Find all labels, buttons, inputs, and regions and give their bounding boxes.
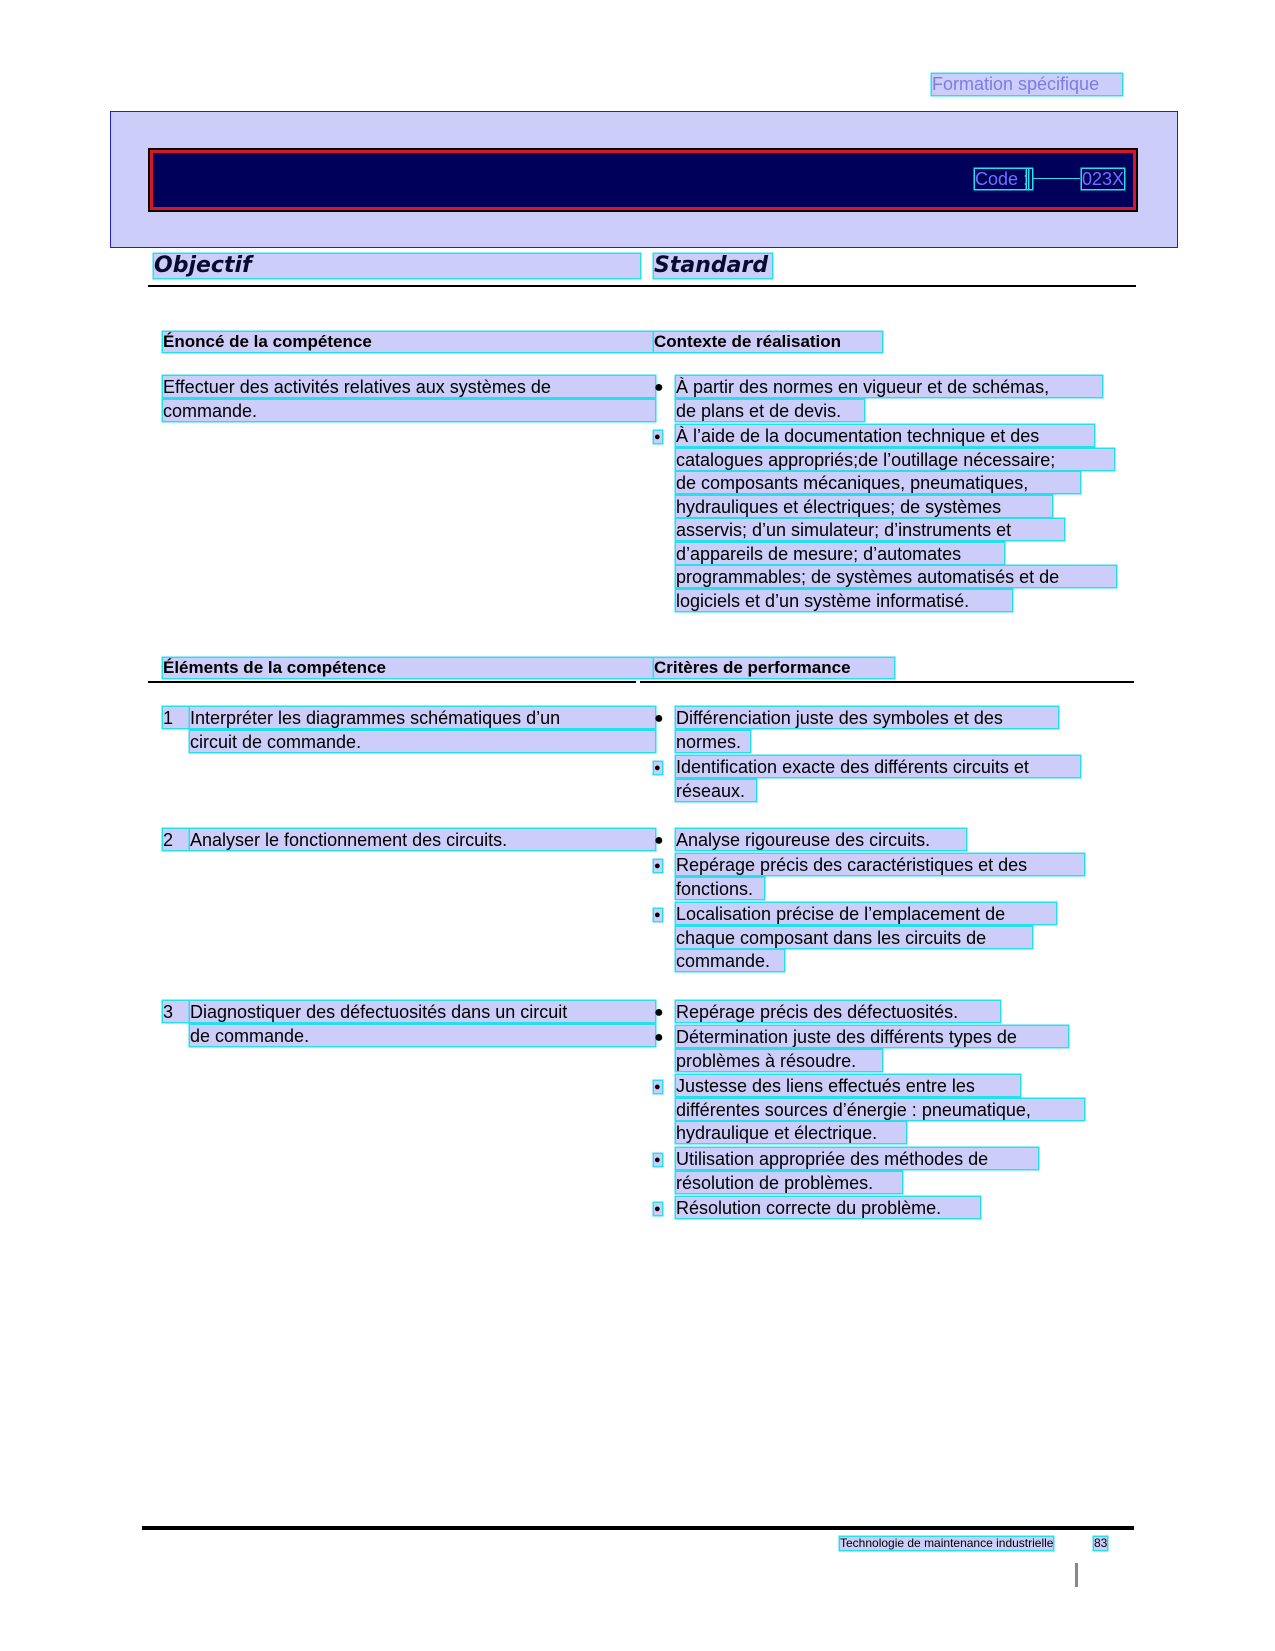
code-separator xyxy=(1027,169,1032,189)
text-line: circuit de commande. xyxy=(190,731,655,752)
bullet-icon: ● xyxy=(654,710,664,727)
title-bar xyxy=(150,150,1136,210)
contexte-heading: Contexte de réalisation xyxy=(654,332,882,352)
text-line: Analyse rigoureuse des circuits. xyxy=(676,829,966,850)
code-gap xyxy=(1032,178,1080,179)
criterion-item xyxy=(654,1148,1124,1195)
text-cursor xyxy=(1075,1563,1078,1587)
element-number: 2 xyxy=(163,829,189,850)
text-line: de commande. xyxy=(190,1025,655,1046)
criterion-item xyxy=(654,903,1124,974)
code-label: Code : xyxy=(975,169,1029,189)
column-title-objectif: Objectif xyxy=(154,254,640,278)
bullet-icon: ● xyxy=(654,1081,661,1093)
text-line: Détermination juste des différents types de xyxy=(676,1026,1068,1047)
criterion-item xyxy=(654,1026,1124,1073)
text-line: fonctions. xyxy=(676,878,764,899)
document-type-label: Formation spécifique xyxy=(932,74,1122,95)
text-line: catalogues appropriés;de l’outillage nécessaire; xyxy=(676,449,1114,470)
column-title-rule xyxy=(148,285,1136,287)
text-line: d’appareils de mesure; d’automates xyxy=(676,543,1004,564)
bullet-icon: ● xyxy=(654,762,661,774)
elements-heading: Éléments de la compétence xyxy=(163,658,655,678)
text-line: Repérage précis des défectuosités. xyxy=(676,1001,1000,1022)
footer-title: Technologie de maintenance industrielle xyxy=(840,1536,1054,1550)
criterion-item xyxy=(654,756,1124,803)
text-line: Utilisation appropriée des méthodes de xyxy=(676,1148,1038,1169)
element-statement xyxy=(190,707,655,754)
bullet-icon: ● xyxy=(654,1154,661,1166)
criterion-item xyxy=(654,1197,1124,1221)
criterion-item xyxy=(654,1001,1124,1025)
text-line: réseaux. xyxy=(676,780,756,801)
element-number: 3 xyxy=(163,1001,189,1022)
text-line: Effectuer des activités relatives aux systèmes de xyxy=(163,376,655,397)
text-line: Interpréter les diagrammes schématiques d’un xyxy=(190,707,655,728)
criterion-item xyxy=(654,1075,1124,1146)
contexte-item xyxy=(654,425,1124,613)
text-line: Justesse des liens effectués entre les xyxy=(676,1075,1020,1096)
text-line: logiciels et d’un système informatisé. xyxy=(676,590,1012,611)
bullet-icon: ● xyxy=(654,832,664,849)
text-line: hydraulique et électrique. xyxy=(676,1122,906,1143)
criterion-item xyxy=(654,707,1124,754)
contexte-item xyxy=(654,376,1124,423)
competence-heading: Énoncé de la compétence xyxy=(163,332,655,352)
text-line: À l’aide de la documentation technique et des xyxy=(676,425,1094,446)
text-line: commande. xyxy=(676,950,784,971)
text-line: asservis; d’un simulateur; d’instruments et xyxy=(676,519,1064,540)
text-line: résolution de problèmes. xyxy=(676,1172,902,1193)
text-line: problèmes à résoudre. xyxy=(676,1050,882,1071)
criterion-item xyxy=(654,829,1124,853)
text-line: programmables; de systèmes automatisés et de xyxy=(676,566,1116,587)
element-statement xyxy=(190,1001,655,1048)
bullet-icon: ● xyxy=(654,909,661,921)
text-line: Diagnostiquer des défectuosités dans un circuit xyxy=(190,1001,655,1022)
bullet-icon: ● xyxy=(654,379,664,396)
text-line: de composants mécaniques, pneumatiques, xyxy=(676,472,1080,493)
text-line: hydrauliques et électriques; de systèmes xyxy=(676,496,1052,517)
text-line: chaque composant dans les circuits de xyxy=(676,927,1032,948)
bullet-icon: ● xyxy=(654,1203,661,1215)
text-line: de plans et de devis. xyxy=(676,400,864,421)
element-statement xyxy=(190,829,655,853)
text-line: Analyser le fonctionnement des circuits. xyxy=(190,829,655,850)
bullet-icon: ● xyxy=(654,1004,664,1021)
elements-heading-rule-right xyxy=(640,681,1134,683)
text-line: Résolution correcte du problème. xyxy=(676,1197,980,1218)
text-line: Identification exacte des différents circuits et xyxy=(676,756,1080,777)
bullet-icon: ● xyxy=(654,1029,664,1046)
elements-heading-rule-left xyxy=(148,681,636,683)
text-line: Différenciation juste des symboles et des xyxy=(676,707,1058,728)
bullet-icon: ● xyxy=(654,431,661,443)
text-line: différentes sources d’énergie : pneumatique, xyxy=(676,1099,1084,1120)
criteria-heading: Critères de performance xyxy=(654,658,894,678)
column-title-standard: Standard xyxy=(654,254,772,278)
text-line: commande. xyxy=(163,400,655,421)
text-line: Localisation précise de l’emplacement de xyxy=(676,903,1056,924)
text-line: normes. xyxy=(676,731,750,752)
footer-rule xyxy=(142,1526,1134,1530)
code-value: 023X xyxy=(1082,169,1125,189)
element-number: 1 xyxy=(163,707,189,728)
criterion-item xyxy=(654,854,1124,901)
competence-statement xyxy=(163,376,655,423)
page-number: 83 xyxy=(1094,1536,1108,1550)
text-line: Repérage précis des caractéristiques et des xyxy=(676,854,1084,875)
text-line: À partir des normes en vigueur et de schémas, xyxy=(676,376,1102,397)
bullet-icon: ● xyxy=(654,860,661,872)
